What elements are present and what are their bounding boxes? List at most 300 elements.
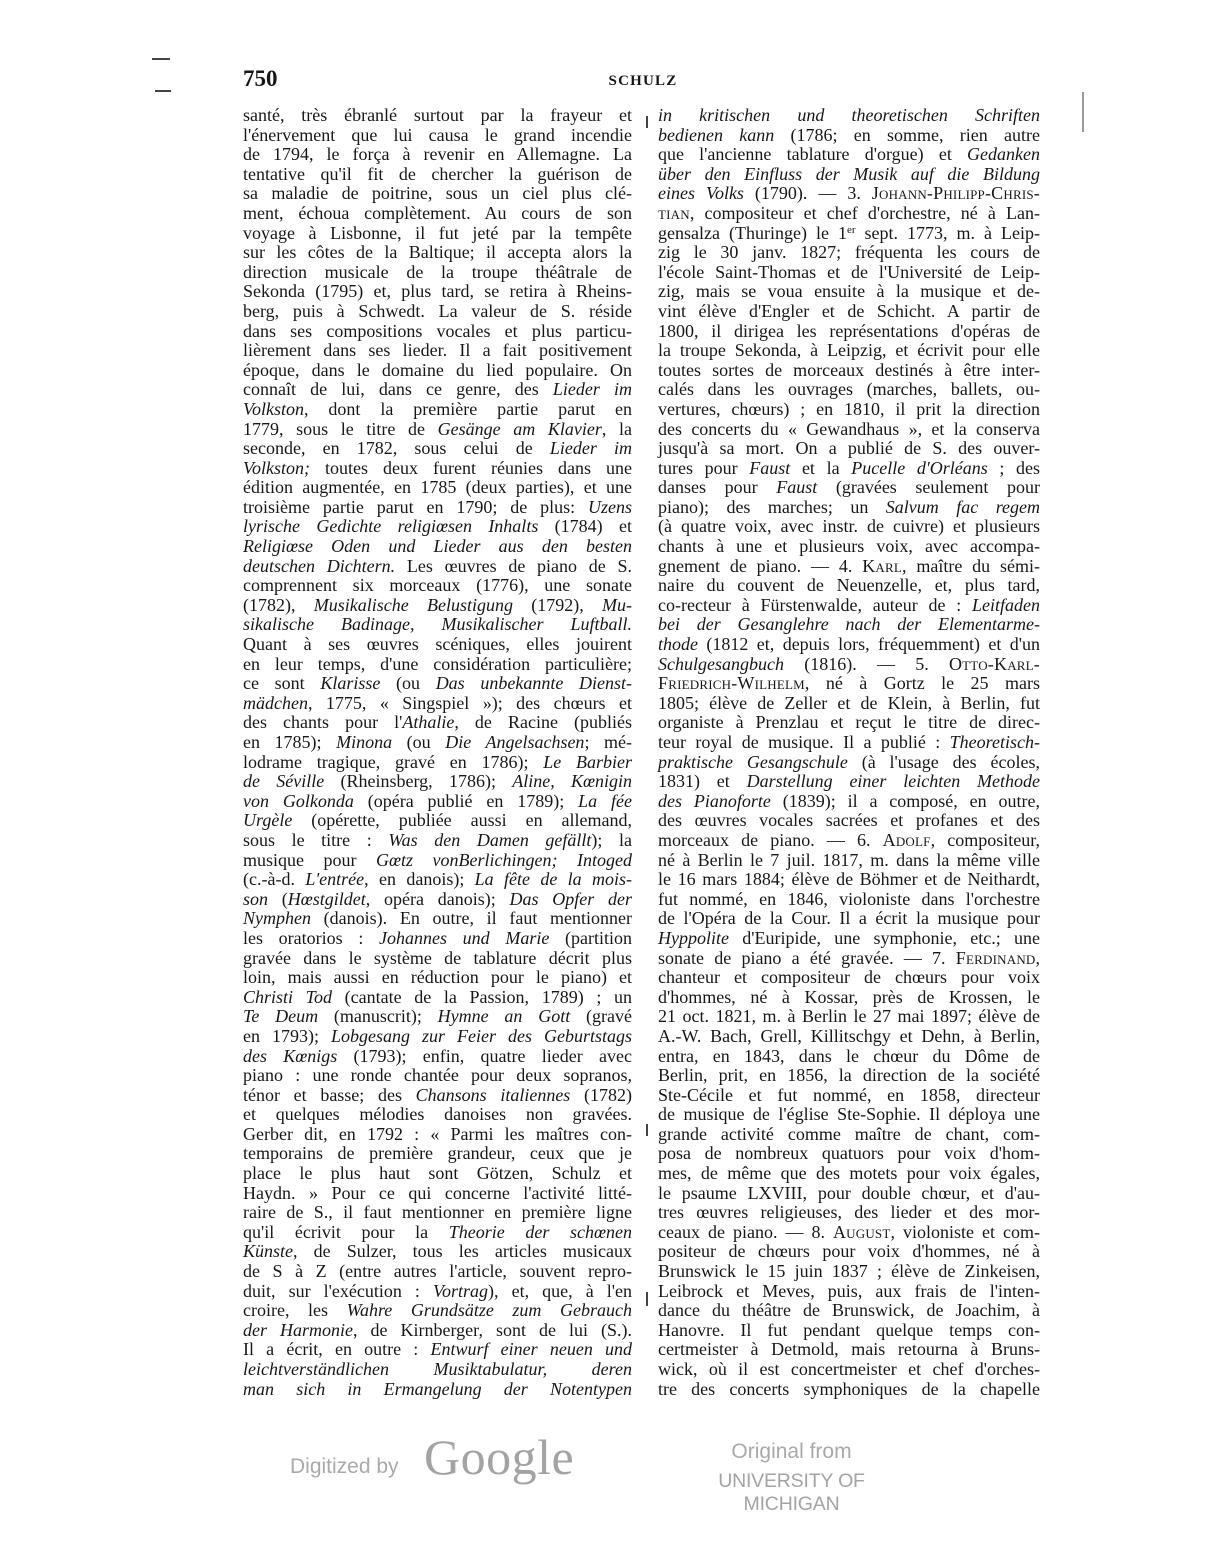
text-segment: 1779, sous le titre de [243,418,438,439]
text-segment: 21 oct. 1821, m. à Berlin le 27 mai 1897; élève de [658,1006,1040,1027]
text-segment: , en danois); [364,869,475,890]
text-line [243,400,632,420]
text-segment: né à Berlin le 7 juil. 1817, m. dans la même ville [658,849,1040,870]
text-line [658,184,1040,204]
scan-mark [646,1124,648,1136]
text-line [658,909,1040,929]
small-caps-segment: Ferdinand [955,947,1036,968]
italic-segment: der Harmonie [243,1319,354,1340]
italic-segment: Minona [336,732,393,752]
text-line [243,498,632,518]
text-segment: wick, où il est concertmeister et chef d'orches- [658,1359,1040,1379]
text-line [658,655,1040,675]
italic-segment: Theorie der schœnen [448,1221,632,1242]
small-caps-segment: August [832,1221,891,1242]
text-line [658,851,1040,871]
italic-segment: Chansons italiennes [415,1084,571,1105]
text-line [658,733,1040,753]
text-line [658,890,1040,910]
text-segment: gensalza (Thuringe) le 1 [658,222,847,243]
text-segment: voyage à Lisbonne, il fut jeté par la tempête [243,222,632,243]
italic-segment: Gesänge am Klavier [437,418,602,439]
text-line [243,615,632,635]
text-segment: (1792), [512,594,602,615]
text-segment: (cantate de la Passion, 1789) ; un [332,986,632,1007]
text-line [243,204,632,224]
text-line [243,380,632,400]
text-segment: (partition [549,927,632,948]
italic-segment: Hymne an Gott [437,1006,571,1027]
text-line [243,302,632,322]
text-segment: Il a écrit, en outre : [243,1339,431,1360]
text-segment: ce sont [243,673,321,694]
text-segment: loin, mais aussi en réduction pour le piano) et [243,967,632,988]
text-line [243,537,632,557]
text-line [243,733,632,753]
running-head: SCHULZ [608,73,678,89]
italic-segment: Faust [749,457,791,478]
text-line [243,1047,632,1067]
text-line [243,1066,632,1086]
italic-segment: leichtverständlichen Musiktabulatur, deren [243,1359,632,1379]
text-segment: que l'ancienne tablature d'orgue) et [658,144,968,165]
text-line [243,1105,632,1125]
page-number: 750 [243,66,278,91]
text-segment: sous le titre : [243,829,389,850]
text-line [658,1164,1040,1184]
text-segment: (1812 et, depuis lors, fréquemment) et d'un [698,634,1040,655]
text-line [658,1144,1040,1164]
text-line [243,1360,632,1380]
text-segment: (danois). En outre, il faut mentionner [310,908,632,929]
text-segment: en 1785); [243,732,337,752]
italic-segment: Das unbekannte Dienst- [435,673,632,694]
text-segment: ; mé- [584,732,632,752]
text-line [658,1105,1040,1125]
text-segment: direction musicale de la troupe théâtrale de [243,261,632,282]
text-segment: de 1794, le força à revenir en Allemagne. La [243,144,632,165]
text-segment: , né à Gortz le 25 mars [804,673,1040,694]
left-column [243,106,632,1399]
italic-segment: Johannes und Marie [379,927,550,948]
italic-segment: Was den Damen gefällt [388,829,592,850]
text-line [658,282,1040,302]
text-segment: lièrement dans ses lieder. Il a fait positivement [243,340,632,361]
superscript-segment: er [846,223,856,236]
text-segment: musique pour [243,849,377,870]
text-segment: duit, sur l'exécution : [243,1280,433,1301]
text-line [243,1321,632,1341]
text-segment: sonate de piano a été gravée. — 7. [658,947,956,968]
text-line [243,1282,632,1302]
text-line [658,792,1040,812]
italic-segment: Urgèle [243,810,293,831]
italic-segment: L'entrée [305,869,365,890]
text-line [243,890,632,910]
text-segment: 1831) et [658,771,747,792]
text-line [658,694,1040,714]
text-line [658,498,1040,518]
text-line [243,322,632,342]
text-line [243,1125,632,1145]
text-segment: , de Racine (publiés [454,712,632,733]
text-line [243,341,632,361]
text-line [243,772,632,792]
text-segment: sept. 1773, m. à Leip- [855,222,1041,243]
text-line [243,635,632,655]
text-line [243,674,632,694]
text-segment: tre des concerts symphoniques de la chapelle [658,1378,1040,1399]
text-line [658,145,1040,165]
italic-segment: bedienen kann [658,124,775,145]
text-line [243,145,632,165]
text-segment: des chants pour l' [243,712,403,733]
italic-segment: in kritischen und theoretischen Schriften [658,105,1040,125]
text-line [658,380,1040,400]
right-column [658,106,1040,1399]
text-segment: toutes sortes de morceaux destinés à être inter- [658,359,1040,380]
italic-segment: Volkston [243,398,304,419]
text-line [658,106,1040,126]
italic-segment: Künste [243,1241,294,1262]
italic-segment: Musikalische Belustigung [313,594,513,615]
italic-segment: Uzens [588,496,632,517]
text-line [658,1066,1040,1086]
small-caps-segment: Karl [862,555,902,576]
text-segment: époque, dans le domaine du lied populaire. On [243,359,632,380]
text-segment: des concerts du « Gewandhaus », et la conserva [658,418,1040,439]
text-segment: (1839); il a composé, en outre, [770,790,1040,811]
italic-segment: von Golkonda [243,790,354,811]
text-segment: tures pour [658,457,750,478]
text-segment: , compositeur et chef d'orchestre, né à Lan- [689,202,1040,223]
text-segment: Les œuvres de piano de S. [395,555,632,576]
text-segment: (1782) [570,1084,632,1105]
text-line [243,1086,632,1106]
text-line [658,870,1040,890]
text-segment: des œuvres vocales sacrées et profanes et des [658,810,1040,831]
text-line [658,674,1040,694]
text-line [658,1301,1040,1321]
text-segment: le 16 mars 1884; élève de Böhmer et de Neithardt, [658,869,1040,890]
text-segment: édition augmentée, en 1785 (deux parties), et une [243,477,632,498]
text-line [243,870,632,890]
text-segment: raire de S., il faut mentionner en première ligne [243,1202,632,1223]
text-line [658,576,1040,596]
text-segment: organiste à Prenzlau et reçut le titre de direc- [658,712,1040,733]
text-segment: mes, de même que des motets pour voix égales, [658,1163,1040,1184]
text-segment: chants à une et plusieurs voix, avec accompa- [658,536,1040,557]
text-line [243,1380,632,1400]
text-segment: vint élève d'Engler et de Schicht. A partir de [658,300,1040,321]
scan-mark [646,116,648,128]
text-segment: , compositeur, [930,829,1040,850]
text-line [658,1360,1040,1380]
text-segment: sur les côtes de la Baltique; il accepta alors la [243,242,632,263]
text-line [243,909,632,929]
text-segment: zig, mais se voua ensuite à la musique et de- [658,281,1040,302]
text-segment: dance du théâtre de Brunswick, de Joachim, à [658,1300,1040,1321]
text-segment: (gravées seulement pour [817,477,1041,498]
text-segment: fut nommé, en 1846, violoniste dans l'orchestre [658,888,1040,909]
italic-segment: son [243,888,269,909]
italic-segment: Salvum fac regem [885,496,1041,517]
text-segment: A.-W. Bach, Grell, Killitschgy et Dehn, à Berlin, [658,1025,1040,1046]
text-segment: posa de nombreux quatuors pour voix d'hom- [658,1143,1040,1164]
italic-segment: Die Angelsachsen [445,732,585,752]
text-segment: , dont la première partie parut en [304,398,632,419]
text-line [243,753,632,773]
text-line [658,929,1040,949]
text-line [658,1125,1040,1145]
text-segment: Ste-Cécile et fut nommé, en 1858, directeur [658,1084,1040,1105]
text-line [658,263,1040,283]
text-line [243,184,632,204]
italic-segment: Le Barbier [543,751,632,772]
italic-segment: Mu- [602,594,632,615]
text-line [658,753,1040,773]
text-segment: temporains de première grandeur, ceux que je [243,1143,632,1164]
italic-segment: Entwurf einer neuen und [430,1339,632,1360]
text-segment: 1805; élève de Zeller et de Klein, à Berlin, fut [658,692,1040,713]
italic-segment: bei der Gesanglehre nach der Elementarme- [658,614,1040,635]
text-segment: de musique de l'église Ste-Sophie. Il déploya une [658,1104,1040,1125]
text-line [658,1282,1040,1302]
text-segment: , violoniste et com- [890,1221,1040,1242]
text-line [658,1184,1040,1204]
text-line [243,1262,632,1282]
text-segment: , la [601,418,632,439]
text-line [243,713,632,733]
text-segment: (1782), [243,594,314,615]
text-segment: piano : une ronde chantée pour deux sopranos, [243,1065,632,1086]
text-line [243,1144,632,1164]
text-segment: Quant à ses œuvres scéniques, elles jouirent [243,634,632,655]
text-line [243,459,632,479]
text-line [658,713,1040,733]
scan-mark [155,90,171,92]
text-segment: (manuscrit); [318,1006,438,1027]
text-line [658,615,1040,635]
text-segment: l'école Saint-Thomas et de l'Université de Leip- [658,261,1040,282]
text-line [658,341,1040,361]
text-segment: , 1775, « Singspiel »); des chœurs et [307,692,632,713]
text-line [658,322,1040,342]
text-segment: de S à Z (entre autres l'article, souvent repro- [243,1261,632,1282]
text-segment: ), et, que, à l'en [488,1280,632,1301]
italic-segment: La fée [578,790,632,811]
text-line [658,1340,1040,1360]
text-segment: (à quatre voix, avec instr. de cuivre) et plusieurs [658,516,1040,537]
small-caps-segment: Johann-Philipp-Chris- [871,183,1040,204]
text-line [658,478,1040,498]
text-line [243,576,632,596]
scan-mark [646,1292,648,1306]
text-segment: tentative qu'il fit de chercher la guérison de [243,163,632,184]
text-segment: le psaume LXVIII, pour double chœur, et d'au- [658,1182,1040,1203]
text-segment: ; des [987,457,1040,478]
text-line [243,831,632,851]
italic-segment: lyrische Gedichte religiœsen Inhalts [243,516,539,537]
text-segment: Hanovre. Il fut pendant quelque temps con- [658,1319,1040,1340]
italic-segment: deutschen Dichtern. [243,555,396,576]
text-segment: 1800, il dirigea les représentations d'opéras de [658,320,1040,341]
text-line [243,126,632,146]
small-caps-segment: Otto-Karl- [948,653,1040,674]
italic-segment: Gœtz vonBerlichingen; Intoged [376,849,632,870]
text-line [658,302,1040,322]
text-segment: santé, très ébranlé surtout par la frayeur et [243,105,632,125]
text-segment: zig le 30 janv. 1827; fréquenta les cours de [658,242,1040,263]
text-segment: toutes deux furent réunies dans une [310,457,632,478]
text-segment: , opéra danois); [365,888,510,909]
text-line [243,596,632,616]
scan-mark [152,58,170,60]
text-line [658,1203,1040,1223]
text-line [658,1086,1040,1106]
text-segment: seconde, en 1782, sous celui de [243,438,550,459]
text-segment: gravée dans le système de tablature décrit plus [243,947,632,968]
text-segment: ceaux de piano. — 8. [658,1221,833,1242]
text-segment: lodrame tragique, gravé en 1786); [243,751,544,772]
text-line [658,811,1040,831]
italic-segment: des Kœnigs [243,1045,338,1066]
text-segment: co-recteur à Fürstenwalde, auteur de : [658,594,972,615]
text-segment: troisième partie parut en 1790; de plus: [243,496,588,517]
text-segment: qu'il écrivit pour la [243,1221,449,1242]
text-segment: calés dans les ouvrages (marches, ballets, ou- [658,379,1040,400]
text-line [658,1027,1040,1047]
italic-segment: des Pianoforte [658,790,771,811]
text-line [243,988,632,1008]
text-segment: ); la [591,829,632,850]
italic-segment: Theoretisch- [949,732,1040,752]
italic-segment: Volkston; [243,457,310,478]
text-line [243,655,632,675]
italic-segment: Faust [776,477,818,498]
text-line [658,459,1040,479]
italic-segment: Te Deum [243,1006,319,1027]
text-line [243,1242,632,1262]
italic-segment: Athalie [402,712,455,733]
text-segment: Sekonda (1795) et, plus tard, se retira à Rheins- [243,281,632,302]
text-line [243,517,632,537]
italic-segment: Religiœse Oden und Lieder aus den besten [243,536,632,557]
text-segment: ( [268,888,288,909]
italic-segment: Klarisse [320,673,381,694]
text-line [243,1301,632,1321]
text-segment: dans ses compositions vocales et plus particu- [243,320,632,341]
text-segment: piano); des marches; un [658,496,886,517]
text-segment: Leibrock et Meves, puis, aux frais de l'inten- [658,1280,1040,1301]
text-line [658,1223,1040,1243]
text-line [658,439,1040,459]
text-line [658,1262,1040,1282]
text-segment: en 1793); [243,1025,331,1046]
italic-segment: sikalische Badinage, Musikalischer Luftball. [243,614,632,635]
text-line [658,1321,1040,1341]
text-segment: (gravé [570,1006,632,1027]
text-segment: place le plus haut sont Götzen, Schulz et [243,1163,632,1184]
text-line [658,635,1040,655]
text-line [243,1184,632,1204]
text-segment: (ou [380,673,436,694]
text-line [658,968,1040,988]
italic-segment: Hyppolite [658,927,729,948]
text-segment: jusqu'à sa mort. On a publié de S. des ouver- [658,438,1040,459]
italic-segment: Darstellung einer leichten Methode [746,771,1041,792]
text-line [243,478,632,498]
text-line [658,361,1040,381]
text-segment: d'Euripide, une symphonie, etc.; une [728,927,1040,948]
text-segment: chanteur et compositeur de chœurs pour voix [658,967,1040,988]
text-line [658,949,1040,969]
text-segment: sa maladie de poitrine, sous un ciel plus clé- [243,183,632,204]
text-line [658,243,1040,263]
italic-segment: Leitfaden [972,594,1040,615]
italic-segment: Lieder im [552,379,632,400]
text-line [658,1007,1040,1027]
text-segment: d'hommes, né à Kossar, près de Krossen, le [658,986,1040,1007]
text-segment: Haydn. » Pour ce qui concerne l'activité litté- [243,1182,632,1203]
text-segment: (1786; en somme, rien autre [774,124,1040,145]
italic-segment: Schulgesangbuch [658,653,784,674]
text-segment: morceaux de piano. — 6. [658,829,883,850]
small-caps-segment: tian [658,202,690,223]
italic-segment: Gedanken [967,144,1040,165]
text-line [243,1027,632,1047]
small-caps-segment: Adolf [882,829,931,850]
italic-segment: de Séville [243,771,325,792]
italic-segment: eines Volks [658,183,744,204]
watermark-digitized-by: Digitized by [290,1455,399,1478]
italic-segment: Lieder im [549,438,632,459]
text-segment: ment, échoua complètement. Au cours de son [243,202,632,223]
text-line [658,1242,1040,1262]
text-segment: (opérette, publiée aussi en allemand, [292,810,632,831]
text-segment: certmeister à Detmold, mais retourna à Bruns- [658,1339,1040,1360]
text-segment: grande activité comme maître de chant, com- [658,1123,1040,1144]
text-segment: , de Kirnberger, sont de lui (S.). [353,1319,632,1340]
text-line [658,400,1040,420]
italic-segment: Das Opfer der [509,888,632,909]
text-segment: (1816). — 5. [783,653,949,674]
google-logo: Google [424,1429,575,1485]
italic-segment: Pucelle d'Orléans [851,457,988,478]
watermark-institution: UNIVERSITY OF MICHIGAN [718,1470,865,1515]
small-caps-segment: Friedrich-Wilhelm [658,673,805,694]
italic-segment: Aline, Kœnigin [512,771,633,792]
text-line [658,126,1040,146]
text-line [243,243,632,263]
text-line [243,1007,632,1027]
text-line [243,361,632,381]
text-segment: , [1035,947,1040,968]
text-segment: Gerber dit, en 1792 : « Parmi les maîtres con- [243,1123,632,1144]
italic-segment: Christi Tod [243,986,333,1007]
text-line [243,851,632,871]
text-segment: gnement de piano. — 4. [658,555,863,576]
text-segment: naire du couvent de Neuenzelle, et, plus tard, [658,575,1040,596]
text-line [243,282,632,302]
text-segment: , de Sulzer, tous les articles musicaux [293,1241,632,1262]
text-segment: connaît de lui, dans ce genre, des [243,379,553,400]
text-segment: croire, les [243,1300,347,1321]
text-line [243,224,632,244]
text-line [243,968,632,988]
text-segment: vertures, chœurs) ; en 1810, il prit la direction [658,398,1040,419]
watermark-original-from: Original from [731,1440,852,1463]
